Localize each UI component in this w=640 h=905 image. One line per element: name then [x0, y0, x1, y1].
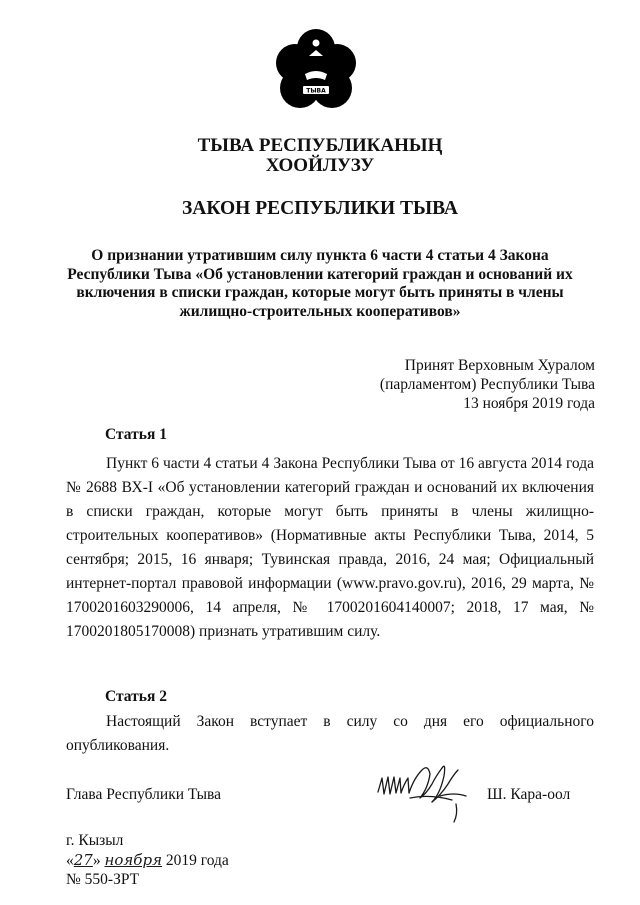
law-title: ЗАКОН РЕСПУБЛИКИ ТЫВА: [181, 198, 459, 219]
law-subject: О признании утратившим силу пункта 6 части 4 статьи 4 Закона Республики Тыва «Об установлении категорий граждан и оснований их включения в списки граждан, которые могут быть приняты в члены жилищно-строительных кооперативов»: [67, 247, 573, 320]
date-day-handwritten: 27: [73, 851, 93, 869]
adoption-line2: (парламентом) Республики Тыва: [379, 376, 595, 393]
signing-date: [66, 851, 229, 870]
article1-heading: Статья 1: [105, 426, 167, 443]
coat-of-arms-emblem: [275, 28, 357, 112]
law-number: № 550-ЗРТ: [66, 871, 140, 888]
date-year: 2019 года: [165, 852, 229, 869]
article1-text: Пункт 6 части 4 статьи 4 Закона Республики Тыва от 16 августа 2014 года № 2688 ВХ-I «Об установлении категорий граждан и оснований их включения в списки граждан, которые могут быть приняты в члены жилищно-строительных кооперативов» (Нормативные акты Республики Тыва, 2014, 5 сентября; 2015, 16 января; Тувинская правда, 2016, 24 мая; Официальный интернет-портал правовой информации (www.pravo.gov.ru), 2016, 29 марта, № 1700201603290006, 14 апреля, № 1700201604140007; 2018, 17 мая, № 1700201805170008) признать утратившим силу.: [66, 455, 594, 640]
article2-heading: Статья 2: [105, 688, 167, 705]
adoption-block: [380, 356, 595, 413]
signing-city: г. Кызыл: [66, 832, 124, 849]
signatory-name: Ш. Кара-оол: [487, 786, 571, 803]
date-open-quote: «: [66, 852, 74, 869]
date-close-quote: »: [92, 852, 101, 869]
adoption-date: 13 ноября 2019 года: [463, 395, 595, 412]
adoption-line1: Принят Верховным Хуралом: [404, 357, 595, 374]
tuvan-title-line1: ТЫВА РЕСПУБЛИКАНЫҢ: [197, 135, 443, 156]
article2-text: Настоящий Закон вступает в силу со дня его официального опубликования.: [66, 713, 594, 754]
tuvan-title-line2: ХООЙЛУЗУ: [265, 155, 375, 176]
signatory-position: Глава Республики Тыва: [66, 786, 222, 803]
date-month-handwritten: ноября: [104, 851, 163, 869]
emblem-inscription: ТЫВА: [306, 87, 326, 95]
handwritten-signature: [370, 748, 480, 826]
